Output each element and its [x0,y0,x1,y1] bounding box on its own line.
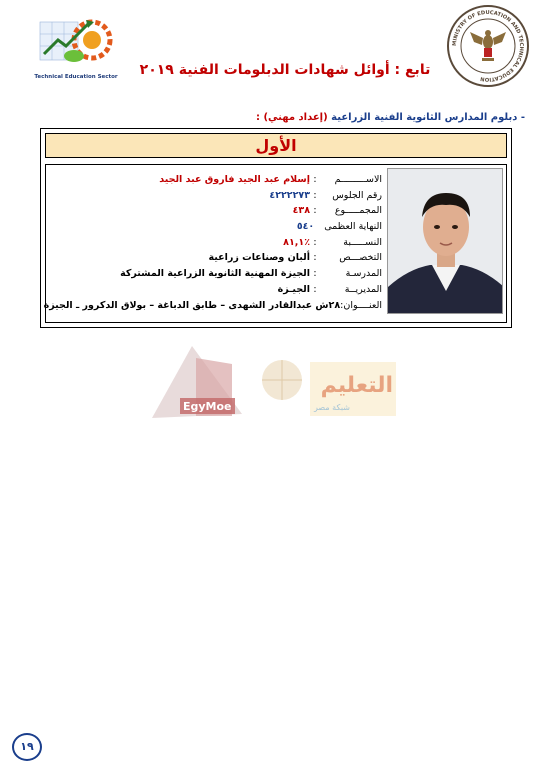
school-value: الجيزة المهنية الثانوية الزراعية المشتركة [120,268,310,280]
max-separator [314,219,324,235]
percentage-label: النســـــبة [343,236,382,248]
total-label: المجمـــــوع [334,205,382,217]
page-number: ١٩ [12,733,42,761]
watermark-brand-arabic: التعليم [320,373,393,398]
school-label: المدرسـة [345,268,382,280]
specialization-value: ألبان وصناعات زراعية [208,252,310,264]
total-separator: : [313,205,317,217]
directorate-label: المديريــة [344,283,382,295]
directorate-separator: : [313,283,317,295]
directorate-value: الجيـزة [277,283,310,295]
field-max [52,219,382,235]
field-total [52,203,382,219]
section-bullet: - [520,112,525,123]
specialization-label: التخصـــص [339,252,382,264]
rank-label: الأول [45,133,507,158]
logo-caption: Technical Education Sector [34,74,118,80]
technical-education-logo [30,10,118,68]
seat-separator: : [313,189,317,201]
student-details [43,172,382,313]
name-label: الاســـــــــم [334,174,382,185]
total-score: ٤٣٨ [292,205,310,217]
watermark-tagline: شبكة مصر [313,403,350,412]
field-school [52,266,382,282]
address-separator: : [340,299,344,311]
page-title: تابع : أوائل شهادات الدبلومات الفنية ٢٠١٩ [139,62,431,78]
student-photo [387,168,503,314]
address-value: ٢٨ش عبدالقادر الشهدى – طابق الدباغة – بولاق الدكرور ـ الجيزة [43,299,341,311]
section-subtitle: (إعداد مهني) : [255,112,328,123]
watermark-logo [150,340,400,430]
ministry-seal [446,4,530,88]
seat-label: رقم الجلوس [332,189,382,201]
max-score: ٥٤٠ [296,221,315,233]
watermark-brand-latin: EgyMoe [183,400,232,413]
address-label: العنــــوان [343,299,382,311]
specialization-separator: : [313,252,317,264]
section-heading [180,112,525,123]
field-directorate [52,282,382,298]
student-name: إسلام عبد الجيد فاروق عبد الجيد [159,174,310,185]
seat-number: ٤٢٢٢٢٧٣ [269,189,310,201]
name-separator: : [313,174,317,185]
school-separator: : [313,268,317,280]
field-seat [52,188,382,204]
percentage-separator: : [313,236,317,248]
section-title: دبلوم المدارس الثانوية الفنية الزراعية [331,112,518,123]
seal-text: MINISTRY OF EDUCATION AND TECHNICAL EDUCATION [451,9,525,83]
percentage-value: ٪٨١,١ [283,236,310,248]
field-specialization [52,250,382,266]
field-name [52,172,382,188]
field-address [43,298,382,314]
max-label: النهاية العظمى [324,221,382,233]
field-percentage [52,235,382,251]
